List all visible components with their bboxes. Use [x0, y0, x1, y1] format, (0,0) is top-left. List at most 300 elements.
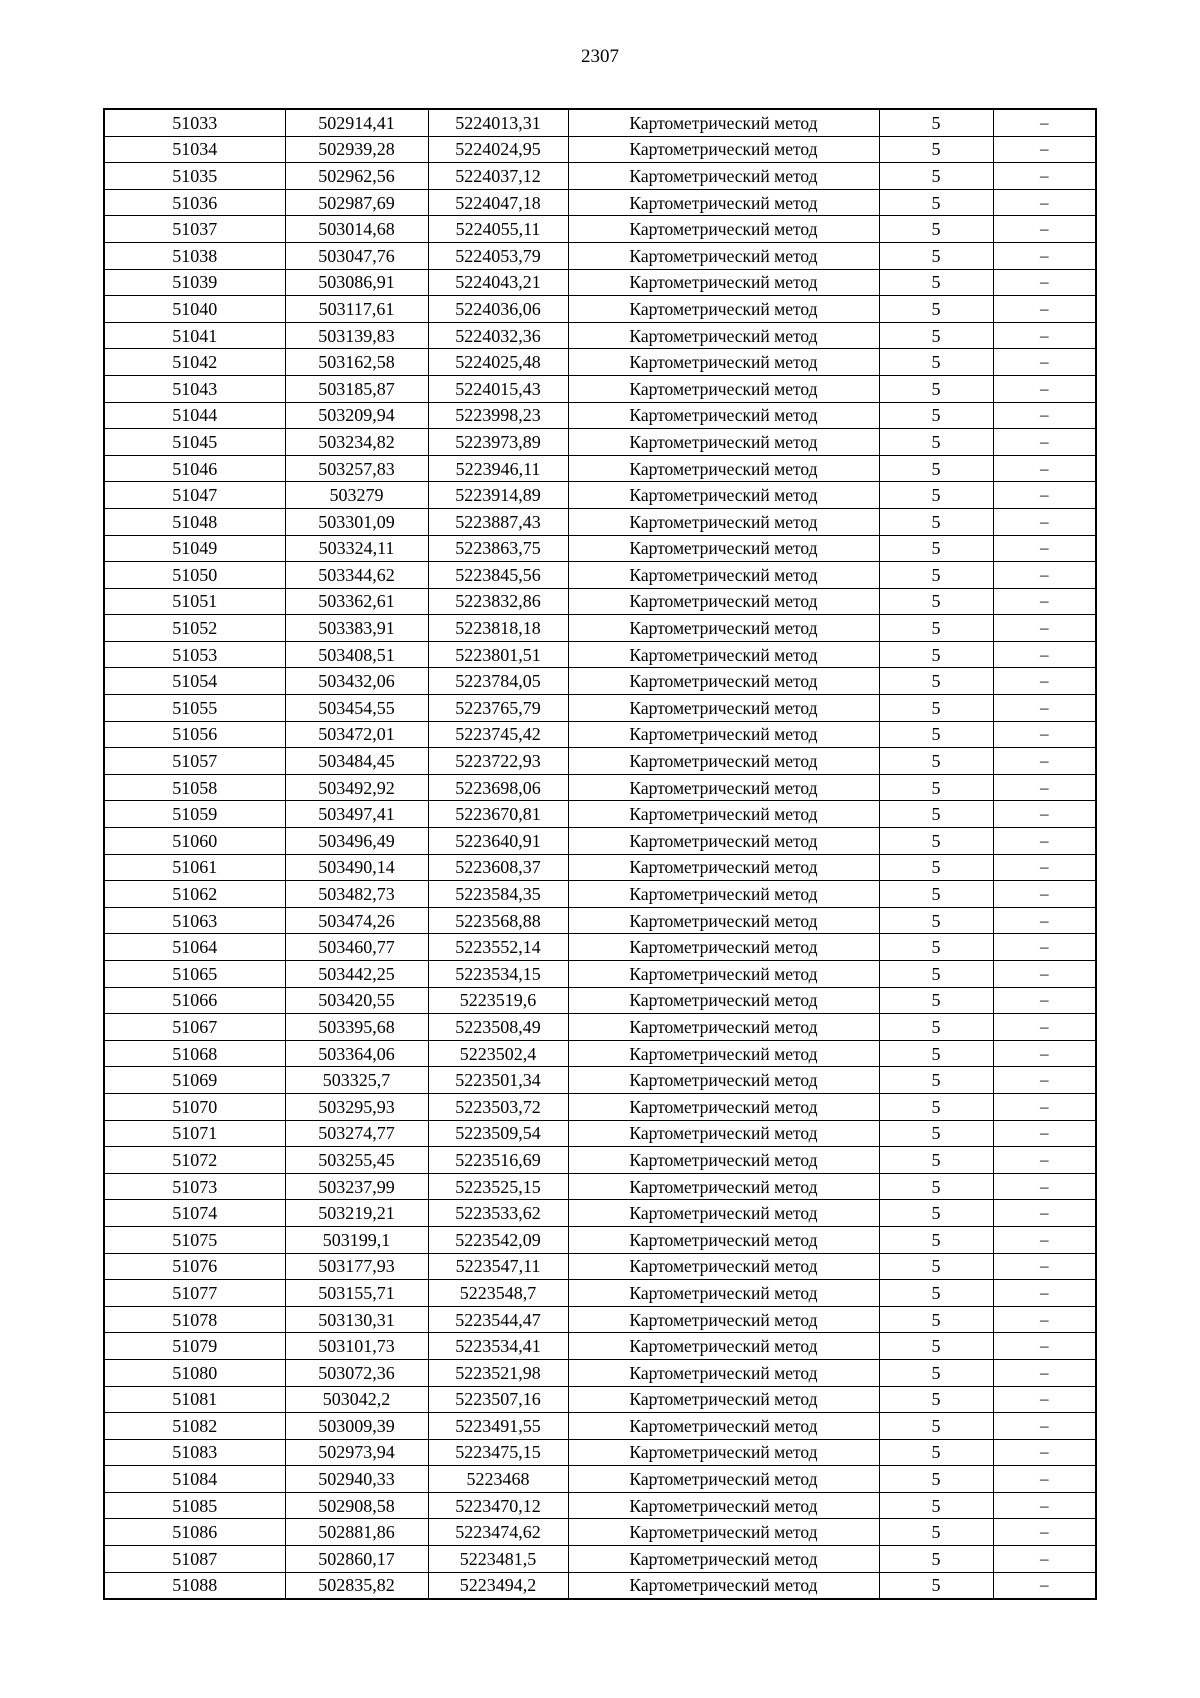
x-coordinate-cell: 503364,06	[285, 1040, 428, 1067]
method-cell: Картометрический метод	[568, 907, 879, 934]
precision-cell: 5	[879, 1306, 993, 1333]
x-coordinate-cell: 502860,17	[285, 1546, 428, 1573]
point-number-cell: 51045	[104, 429, 285, 456]
dash-cell: –	[993, 721, 1096, 748]
precision-cell: 5	[879, 1439, 993, 1466]
table-row	[104, 1200, 1096, 1227]
x-coordinate-cell: 503279	[285, 482, 428, 509]
method-cell: Картометрический метод	[568, 615, 879, 642]
method-cell: Картометрический метод	[568, 136, 879, 163]
x-coordinate-cell: 503301,09	[285, 508, 428, 535]
point-number-cell: 51088	[104, 1572, 285, 1599]
dash-cell: –	[993, 1492, 1096, 1519]
method-cell: Картометрический метод	[568, 695, 879, 722]
table-row	[104, 455, 1096, 482]
y-coordinate-cell: 5224025,48	[428, 349, 568, 376]
precision-cell: 5	[879, 961, 993, 988]
dash-cell: –	[993, 535, 1096, 562]
x-coordinate-cell: 503474,26	[285, 907, 428, 934]
x-coordinate-cell: 502973,94	[285, 1439, 428, 1466]
point-number-cell: 51054	[104, 668, 285, 695]
method-cell: Картометрический метод	[568, 429, 879, 456]
x-coordinate-cell: 503274,77	[285, 1120, 428, 1147]
y-coordinate-cell: 5223474,62	[428, 1519, 568, 1546]
dash-cell: –	[993, 1014, 1096, 1041]
table-row	[104, 1439, 1096, 1466]
table-row	[104, 1147, 1096, 1174]
precision-cell: 5	[879, 349, 993, 376]
y-coordinate-cell: 5223863,75	[428, 535, 568, 562]
dash-cell: –	[993, 1466, 1096, 1493]
precision-cell: 5	[879, 402, 993, 429]
point-number-cell: 51086	[104, 1519, 285, 1546]
x-coordinate-cell: 503255,45	[285, 1147, 428, 1174]
method-cell: Картометрический метод	[568, 1546, 879, 1573]
x-coordinate-cell: 503047,76	[285, 242, 428, 269]
dash-cell: –	[993, 136, 1096, 163]
table-row	[104, 588, 1096, 615]
method-cell: Картометрический метод	[568, 854, 879, 881]
method-cell: Картометрический метод	[568, 1359, 879, 1386]
point-number-cell: 51052	[104, 615, 285, 642]
point-number-cell: 51071	[104, 1120, 285, 1147]
x-coordinate-cell: 503237,99	[285, 1173, 428, 1200]
precision-cell: 5	[879, 615, 993, 642]
point-number-cell: 51065	[104, 961, 285, 988]
y-coordinate-cell: 5223552,14	[428, 934, 568, 961]
x-coordinate-cell: 502940,33	[285, 1466, 428, 1493]
point-number-cell: 51061	[104, 854, 285, 881]
dash-cell: –	[993, 455, 1096, 482]
x-coordinate-cell: 503395,68	[285, 1014, 428, 1041]
table-row	[104, 109, 1096, 136]
method-cell: Картометрический метод	[568, 216, 879, 243]
point-number-cell: 51069	[104, 1067, 285, 1094]
table-row	[104, 668, 1096, 695]
method-cell: Картометрический метод	[568, 1120, 879, 1147]
dash-cell: –	[993, 242, 1096, 269]
y-coordinate-cell: 5223845,56	[428, 562, 568, 589]
method-cell: Картометрический метод	[568, 588, 879, 615]
table-row	[104, 1253, 1096, 1280]
method-cell: Картометрический метод	[568, 987, 879, 1014]
y-coordinate-cell: 5223542,09	[428, 1226, 568, 1253]
y-coordinate-cell: 5224053,79	[428, 242, 568, 269]
x-coordinate-cell: 503295,93	[285, 1093, 428, 1120]
dash-cell: –	[993, 562, 1096, 589]
x-coordinate-cell: 503257,83	[285, 455, 428, 482]
precision-cell: 5	[879, 163, 993, 190]
x-coordinate-cell: 503234,82	[285, 429, 428, 456]
y-coordinate-cell: 5223745,42	[428, 721, 568, 748]
y-coordinate-cell: 5223534,15	[428, 961, 568, 988]
method-cell: Картометрический метод	[568, 961, 879, 988]
point-number-cell: 51085	[104, 1492, 285, 1519]
dash-cell: –	[993, 774, 1096, 801]
dash-cell: –	[993, 322, 1096, 349]
table-row	[104, 1386, 1096, 1413]
x-coordinate-cell: 503086,91	[285, 269, 428, 296]
x-coordinate-cell: 503117,61	[285, 296, 428, 323]
method-cell: Картометрический метод	[568, 1386, 879, 1413]
table-row	[104, 1120, 1096, 1147]
y-coordinate-cell: 5223494,2	[428, 1572, 568, 1599]
dash-cell: –	[993, 907, 1096, 934]
dash-cell: –	[993, 934, 1096, 961]
dash-cell: –	[993, 1439, 1096, 1466]
precision-cell: 5	[879, 1466, 993, 1493]
y-coordinate-cell: 5223502,4	[428, 1040, 568, 1067]
precision-cell: 5	[879, 242, 993, 269]
point-number-cell: 51048	[104, 508, 285, 535]
precision-cell: 5	[879, 1572, 993, 1599]
dash-cell: –	[993, 1093, 1096, 1120]
x-coordinate-cell: 503177,93	[285, 1253, 428, 1280]
y-coordinate-cell: 5223784,05	[428, 668, 568, 695]
table-row	[104, 216, 1096, 243]
dash-cell: –	[993, 1226, 1096, 1253]
method-cell: Картометрический метод	[568, 641, 879, 668]
table-row	[104, 1173, 1096, 1200]
dash-cell: –	[993, 987, 1096, 1014]
method-cell: Картометрический метод	[568, 1306, 879, 1333]
page-number: 2307	[581, 46, 619, 67]
y-coordinate-cell: 5223608,37	[428, 854, 568, 881]
y-coordinate-cell: 5224015,43	[428, 375, 568, 402]
table-row	[104, 1093, 1096, 1120]
method-cell: Картометрический метод	[568, 1173, 879, 1200]
precision-cell: 5	[879, 562, 993, 589]
precision-cell: 5	[879, 1359, 993, 1386]
table-row	[104, 535, 1096, 562]
table-row	[104, 907, 1096, 934]
table-row	[104, 1014, 1096, 1041]
table-row	[104, 854, 1096, 881]
precision-cell: 5	[879, 828, 993, 855]
x-coordinate-cell: 503492,92	[285, 774, 428, 801]
table-row	[104, 163, 1096, 190]
y-coordinate-cell: 5223547,11	[428, 1253, 568, 1280]
dash-cell: –	[993, 1067, 1096, 1094]
point-number-cell: 51034	[104, 136, 285, 163]
x-coordinate-cell: 502908,58	[285, 1492, 428, 1519]
dash-cell: –	[993, 1040, 1096, 1067]
dash-cell: –	[993, 641, 1096, 668]
dash-cell: –	[993, 269, 1096, 296]
method-cell: Картометрический метод	[568, 881, 879, 908]
precision-cell: 5	[879, 482, 993, 509]
precision-cell: 5	[879, 1173, 993, 1200]
table-row	[104, 429, 1096, 456]
y-coordinate-cell: 5224024,95	[428, 136, 568, 163]
method-cell: Картометрический метод	[568, 1439, 879, 1466]
y-coordinate-cell: 5223946,11	[428, 455, 568, 482]
x-coordinate-cell: 502914,41	[285, 109, 428, 136]
method-cell: Картометрический метод	[568, 1333, 879, 1360]
precision-cell: 5	[879, 1333, 993, 1360]
table-row	[104, 1306, 1096, 1333]
table-row	[104, 242, 1096, 269]
x-coordinate-cell: 502881,86	[285, 1519, 428, 1546]
point-number-cell: 51040	[104, 296, 285, 323]
method-cell: Картометрический метод	[568, 1014, 879, 1041]
method-cell: Картометрический метод	[568, 828, 879, 855]
method-cell: Картометрический метод	[568, 296, 879, 323]
y-coordinate-cell: 5223481,5	[428, 1546, 568, 1573]
table-row	[104, 1413, 1096, 1440]
table-row	[104, 801, 1096, 828]
dash-cell: –	[993, 189, 1096, 216]
y-coordinate-cell: 5224013,31	[428, 109, 568, 136]
table-row	[104, 615, 1096, 642]
table-row	[104, 402, 1096, 429]
y-coordinate-cell: 5223470,12	[428, 1492, 568, 1519]
dash-cell: –	[993, 109, 1096, 136]
table-row	[104, 774, 1096, 801]
dash-cell: –	[993, 1333, 1096, 1360]
y-coordinate-cell: 5223468	[428, 1466, 568, 1493]
x-coordinate-cell: 503460,77	[285, 934, 428, 961]
point-number-cell: 51041	[104, 322, 285, 349]
y-coordinate-cell: 5223507,16	[428, 1386, 568, 1413]
point-number-cell: 51059	[104, 801, 285, 828]
x-coordinate-cell: 503454,55	[285, 695, 428, 722]
x-coordinate-cell: 503139,83	[285, 322, 428, 349]
x-coordinate-cell: 503325,7	[285, 1067, 428, 1094]
dash-cell: –	[993, 508, 1096, 535]
dash-cell: –	[993, 828, 1096, 855]
y-coordinate-cell: 5223533,62	[428, 1200, 568, 1227]
table-row	[104, 1359, 1096, 1386]
point-number-cell: 51066	[104, 987, 285, 1014]
x-coordinate-cell: 503209,94	[285, 402, 428, 429]
precision-cell: 5	[879, 216, 993, 243]
precision-cell: 5	[879, 1120, 993, 1147]
table-row	[104, 1572, 1096, 1599]
coordinates-table	[103, 108, 1097, 1600]
point-number-cell: 51051	[104, 588, 285, 615]
dash-cell: –	[993, 1546, 1096, 1573]
table-row	[104, 189, 1096, 216]
method-cell: Картометрический метод	[568, 801, 879, 828]
method-cell: Картометрический метод	[568, 163, 879, 190]
point-number-cell: 51037	[104, 216, 285, 243]
y-coordinate-cell: 5223519,6	[428, 987, 568, 1014]
x-coordinate-cell: 503490,14	[285, 854, 428, 881]
method-cell: Картометрический метод	[568, 748, 879, 775]
precision-cell: 5	[879, 801, 993, 828]
method-cell: Картометрический метод	[568, 349, 879, 376]
x-coordinate-cell: 503072,36	[285, 1359, 428, 1386]
precision-cell: 5	[879, 296, 993, 323]
method-cell: Картометрический метод	[568, 508, 879, 535]
y-coordinate-cell: 5223491,55	[428, 1413, 568, 1440]
point-number-cell: 51080	[104, 1359, 285, 1386]
dash-cell: –	[993, 1306, 1096, 1333]
precision-cell: 5	[879, 695, 993, 722]
y-coordinate-cell: 5223548,7	[428, 1280, 568, 1307]
precision-cell: 5	[879, 934, 993, 961]
precision-cell: 5	[879, 189, 993, 216]
dash-cell: –	[993, 695, 1096, 722]
y-coordinate-cell: 5223670,81	[428, 801, 568, 828]
point-number-cell: 51053	[104, 641, 285, 668]
point-number-cell: 51044	[104, 402, 285, 429]
y-coordinate-cell: 5223640,91	[428, 828, 568, 855]
precision-cell: 5	[879, 535, 993, 562]
point-number-cell: 51079	[104, 1333, 285, 1360]
point-number-cell: 51078	[104, 1306, 285, 1333]
table-row	[104, 934, 1096, 961]
y-coordinate-cell: 5223973,89	[428, 429, 568, 456]
x-coordinate-cell: 503199,1	[285, 1226, 428, 1253]
point-number-cell: 51038	[104, 242, 285, 269]
method-cell: Картометрический метод	[568, 482, 879, 509]
method-cell: Картометрический метод	[568, 774, 879, 801]
method-cell: Картометрический метод	[568, 1492, 879, 1519]
x-coordinate-cell: 503042,2	[285, 1386, 428, 1413]
point-number-cell: 51083	[104, 1439, 285, 1466]
method-cell: Картометрический метод	[568, 721, 879, 748]
table-row	[104, 1333, 1096, 1360]
method-cell: Картометрический метод	[568, 668, 879, 695]
y-coordinate-cell: 5223887,43	[428, 508, 568, 535]
x-coordinate-cell: 503420,55	[285, 987, 428, 1014]
y-coordinate-cell: 5223525,15	[428, 1173, 568, 1200]
precision-cell: 5	[879, 1067, 993, 1094]
table-row	[104, 1280, 1096, 1307]
precision-cell: 5	[879, 1280, 993, 1307]
precision-cell: 5	[879, 1413, 993, 1440]
point-number-cell: 51035	[104, 163, 285, 190]
dash-cell: –	[993, 375, 1096, 402]
x-coordinate-cell: 503014,68	[285, 216, 428, 243]
x-coordinate-cell: 503101,73	[285, 1333, 428, 1360]
method-cell: Картометрический метод	[568, 1519, 879, 1546]
precision-cell: 5	[879, 1519, 993, 1546]
method-cell: Картометрический метод	[568, 1253, 879, 1280]
y-coordinate-cell: 5224037,12	[428, 163, 568, 190]
precision-cell: 5	[879, 854, 993, 881]
y-coordinate-cell: 5223765,79	[428, 695, 568, 722]
table-row	[104, 322, 1096, 349]
point-number-cell: 51063	[104, 907, 285, 934]
x-coordinate-cell: 503408,51	[285, 641, 428, 668]
point-number-cell: 51072	[104, 1147, 285, 1174]
precision-cell: 5	[879, 109, 993, 136]
precision-cell: 5	[879, 907, 993, 934]
x-coordinate-cell: 503362,61	[285, 588, 428, 615]
precision-cell: 5	[879, 1546, 993, 1573]
table-row	[104, 695, 1096, 722]
table-row	[104, 375, 1096, 402]
table-row	[104, 1067, 1096, 1094]
dash-cell: –	[993, 1120, 1096, 1147]
dash-cell: –	[993, 429, 1096, 456]
point-number-cell: 51074	[104, 1200, 285, 1227]
point-number-cell: 51036	[104, 189, 285, 216]
precision-cell: 5	[879, 668, 993, 695]
method-cell: Картометрический метод	[568, 402, 879, 429]
table-row	[104, 961, 1096, 988]
precision-cell: 5	[879, 588, 993, 615]
point-number-cell: 51056	[104, 721, 285, 748]
method-cell: Картометрический метод	[568, 1147, 879, 1174]
precision-cell: 5	[879, 455, 993, 482]
table-row	[104, 562, 1096, 589]
dash-cell: –	[993, 588, 1096, 615]
dash-cell: –	[993, 163, 1096, 190]
method-cell: Картометрический метод	[568, 455, 879, 482]
method-cell: Картометрический метод	[568, 1280, 879, 1307]
y-coordinate-cell: 5223722,93	[428, 748, 568, 775]
x-coordinate-cell: 502939,28	[285, 136, 428, 163]
precision-cell: 5	[879, 1147, 993, 1174]
precision-cell: 5	[879, 269, 993, 296]
table-row	[104, 721, 1096, 748]
y-coordinate-cell: 5223516,69	[428, 1147, 568, 1174]
x-coordinate-cell: 503442,25	[285, 961, 428, 988]
point-number-cell: 51033	[104, 109, 285, 136]
precision-cell: 5	[879, 136, 993, 163]
x-coordinate-cell: 503162,58	[285, 349, 428, 376]
precision-cell: 5	[879, 774, 993, 801]
table-row	[104, 748, 1096, 775]
dash-cell: –	[993, 482, 1096, 509]
dash-cell: –	[993, 881, 1096, 908]
x-coordinate-cell: 502835,82	[285, 1572, 428, 1599]
precision-cell: 5	[879, 508, 993, 535]
dash-cell: –	[993, 801, 1096, 828]
point-number-cell: 51070	[104, 1093, 285, 1120]
dash-cell: –	[993, 1359, 1096, 1386]
point-number-cell: 51075	[104, 1226, 285, 1253]
point-number-cell: 51076	[104, 1253, 285, 1280]
precision-cell: 5	[879, 1386, 993, 1413]
point-number-cell: 51084	[104, 1466, 285, 1493]
method-cell: Картометрический метод	[568, 189, 879, 216]
dash-cell: –	[993, 402, 1096, 429]
x-coordinate-cell: 503185,87	[285, 375, 428, 402]
x-coordinate-cell: 503383,91	[285, 615, 428, 642]
x-coordinate-cell: 503219,21	[285, 1200, 428, 1227]
y-coordinate-cell: 5223698,06	[428, 774, 568, 801]
y-coordinate-cell: 5223568,88	[428, 907, 568, 934]
table-row	[104, 349, 1096, 376]
dash-cell: –	[993, 668, 1096, 695]
method-cell: Картометрический метод	[568, 242, 879, 269]
table-row	[104, 296, 1096, 323]
precision-cell: 5	[879, 1200, 993, 1227]
method-cell: Картометрический метод	[568, 1572, 879, 1599]
table-row	[104, 1546, 1096, 1573]
point-number-cell: 51067	[104, 1014, 285, 1041]
y-coordinate-cell: 5224036,06	[428, 296, 568, 323]
precision-cell: 5	[879, 322, 993, 349]
dash-cell: –	[993, 1147, 1096, 1174]
table-row	[104, 828, 1096, 855]
x-coordinate-cell: 503344,62	[285, 562, 428, 589]
dash-cell: –	[993, 1413, 1096, 1440]
y-coordinate-cell: 5223534,41	[428, 1333, 568, 1360]
point-number-cell: 51082	[104, 1413, 285, 1440]
method-cell: Картометрический метод	[568, 1040, 879, 1067]
table-row	[104, 1040, 1096, 1067]
method-cell: Картометрический метод	[568, 1413, 879, 1440]
method-cell: Картометрический метод	[568, 1200, 879, 1227]
precision-cell: 5	[879, 375, 993, 402]
precision-cell: 5	[879, 429, 993, 456]
